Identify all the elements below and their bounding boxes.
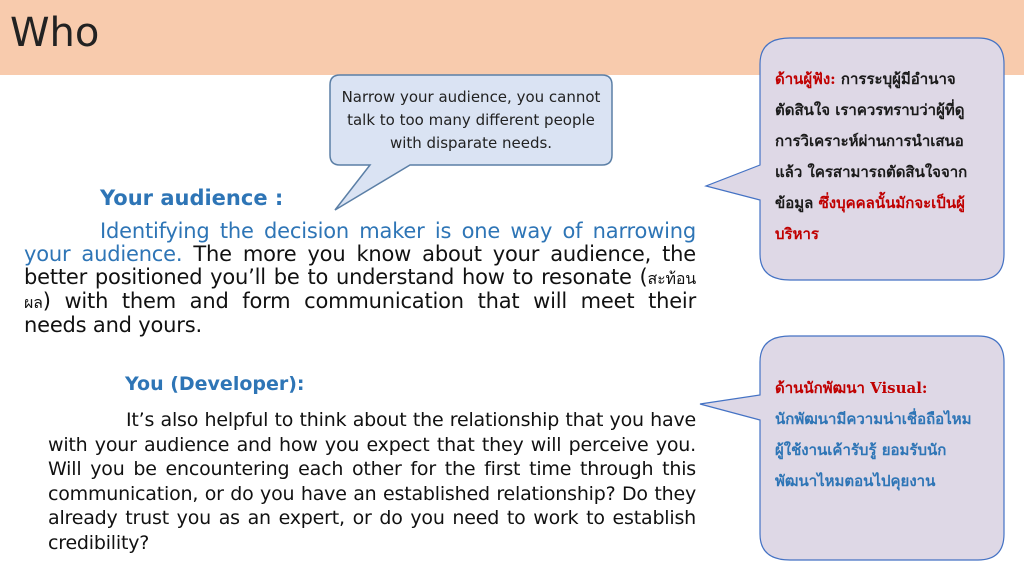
- slide-title: Who: [10, 10, 100, 56]
- audience-paragraph: [24, 220, 696, 337]
- audience-body-a: The more you know about your audience, the better positioned you’ll be to understand how to resonate (: [24, 242, 697, 289]
- thai-audience-box: [775, 64, 985, 250]
- thai-developer-label: ด้านนักพัฒนา Visual:: [775, 379, 928, 397]
- developer-heading: You (Developer):: [125, 373, 305, 395]
- audience-heading: Your audience :: [100, 186, 284, 210]
- audience-body-b: ) with them and form communication that will meet their needs and yours.: [24, 289, 696, 337]
- developer-body: It’s also helpful to think about the relationship that you have with your audience and how you expect that they will perceive you. Will you be encountering each other for the first time through this communication, or do you have an established relationship? Do they already trust you as an expert, or do you need to work to establish credibility?: [48, 409, 696, 554]
- audience-lead: Identifying the decision maker is one way of narrowing your audience.: [24, 219, 696, 266]
- thai-developer-text: นักพัฒนามีความน่าเชื่อถือไหม ผู้ใช้งานเค้ารับรู้ ยอมรับนักพัฒนาไหมตอนไปคุยงาน: [775, 410, 972, 490]
- thai-audience-text: การระบุผู้มีอำนาจตัดสินใจ เราควรทราบว่าผู้ที่ดูการวิเคราะห์ผ่านการนำเสนอแล้ว ใครสามารถตัดสินใจจากข้อมูล: [775, 70, 968, 212]
- audience-thai-note: สะท้อนผล: [24, 269, 696, 312]
- thai-audience-label: ด้านผู้ฟัง:: [775, 70, 836, 88]
- callout-top-text: Narrow your audience, you cannot talk to too many different people with disparate needs.: [341, 88, 601, 152]
- developer-paragraph: [48, 408, 696, 555]
- thai-developer-box: [775, 373, 985, 497]
- thai-audience-highlight: ซึ่งบุคคลนั้นมักจะเป็นผู้บริหาร: [775, 194, 965, 243]
